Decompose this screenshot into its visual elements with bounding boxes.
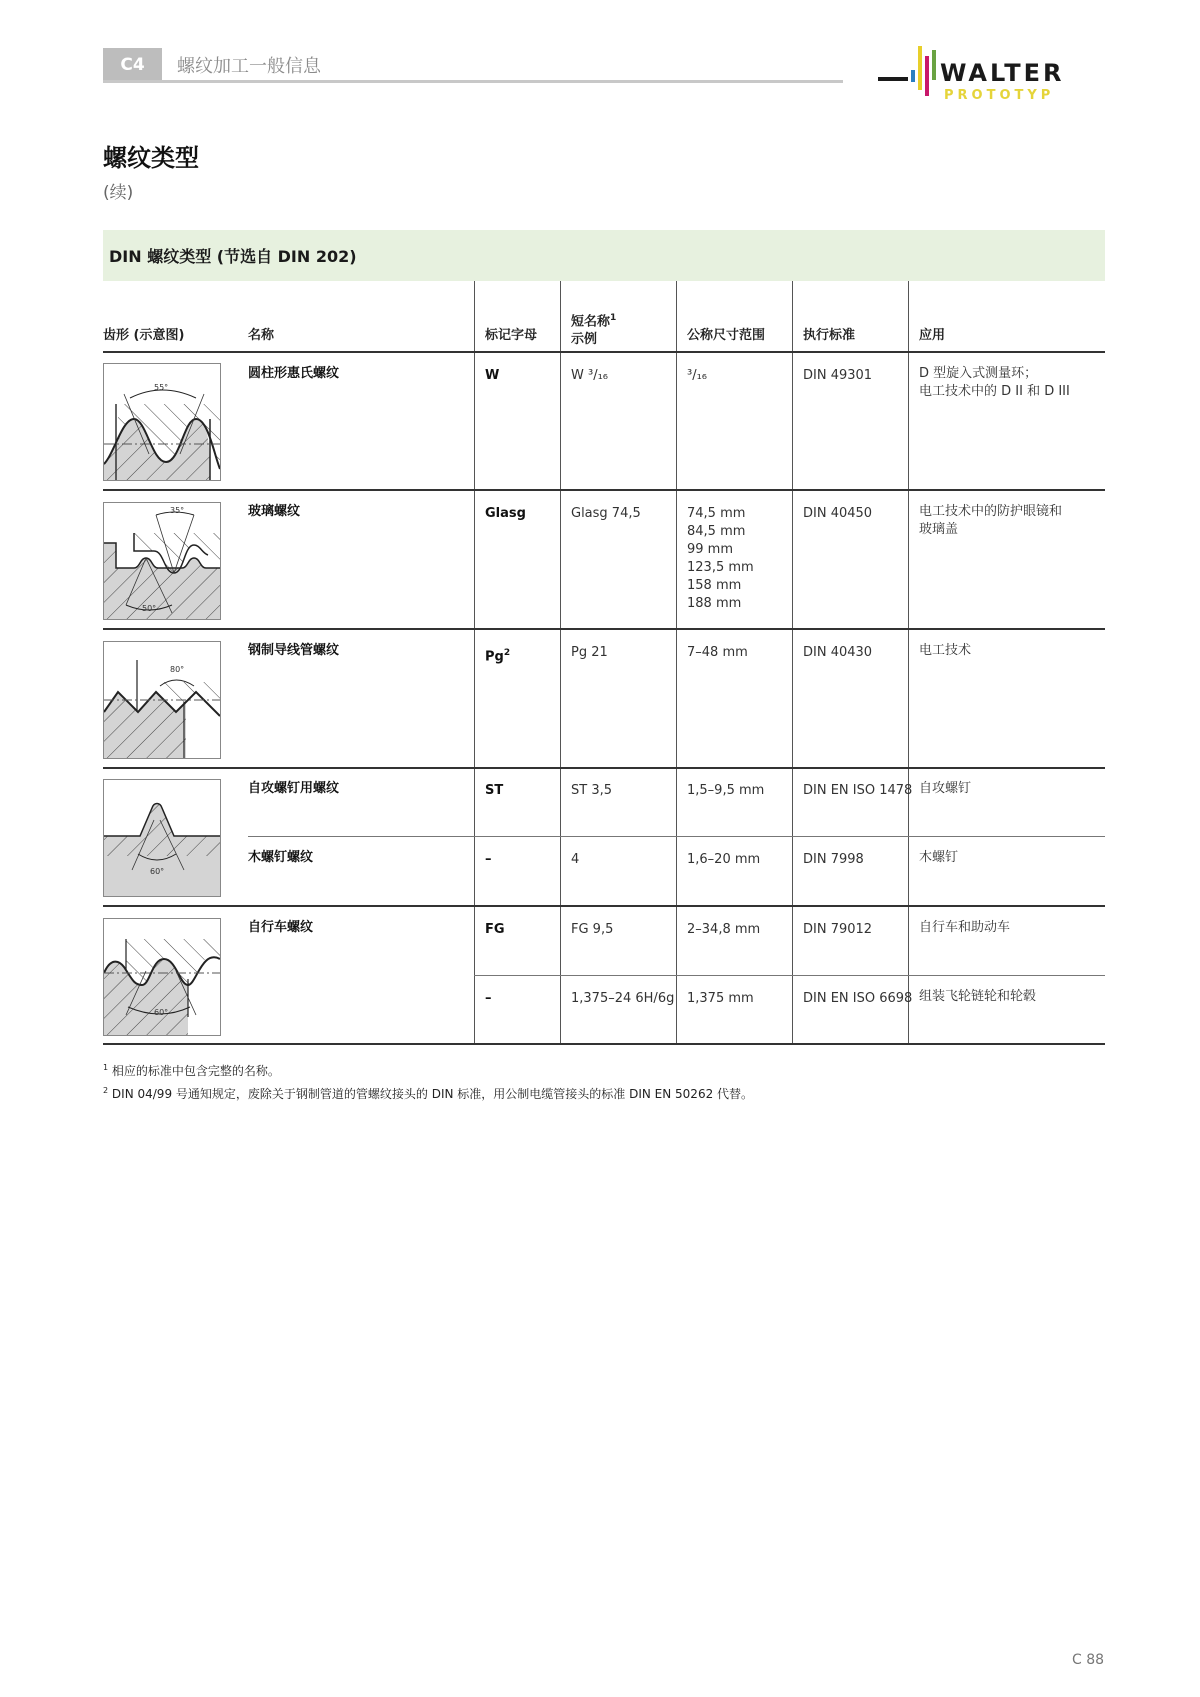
header-name: 名称 (248, 328, 275, 343)
section-tag: C4 (103, 48, 162, 81)
svg-text:PROTOTYP: PROTOTYP (944, 88, 1055, 103)
thread-range: 2–34,8 mm (687, 922, 761, 937)
header-rule (103, 80, 843, 83)
sub-row-rule (474, 975, 1105, 976)
thread-code: ST (485, 783, 504, 798)
thread-range: 1,375 mm (687, 991, 754, 1006)
thread-example: 1,375–24 6H/6g (571, 991, 675, 1006)
thread-code: Glasg (485, 506, 526, 521)
footnotes (103, 1058, 753, 1104)
thread-standard: DIN 79012 (803, 922, 873, 937)
header-standard: 执行标准 (803, 328, 856, 343)
thread-range: 7–48 mm (687, 645, 748, 660)
thread-standard: DIN 49301 (803, 368, 873, 383)
header-application: 应用 (919, 328, 946, 343)
thread-name: 自行车螺纹 (248, 920, 314, 935)
svg-text:55°: 55° (154, 383, 169, 392)
page-title: 螺纹类型 (103, 144, 199, 172)
glass-thread-icon (103, 502, 221, 620)
whitworth-55deg-thread-icon (103, 363, 221, 481)
row-rule (103, 628, 1105, 630)
thread-example: Pg 21 (571, 645, 608, 660)
thread-application: 组装飞轮链轮和轮毂 (919, 989, 1037, 1004)
thread-example: 4 (571, 852, 580, 867)
svg-text:50°: 50° (142, 604, 157, 613)
header-nominal-range: 公称尺寸范围 (687, 328, 766, 343)
row-rule (103, 767, 1105, 769)
bicycle-60deg-thread-icon (103, 918, 221, 1036)
thread-range-list: 74,5 mm 84,5 mm 99 mm 123,5 mm 158 mm 188 mm (687, 506, 754, 611)
thread-code: W (485, 368, 500, 383)
thread-range: 1,5–9,5 mm (687, 783, 765, 798)
svg-text:60°: 60° (150, 867, 165, 876)
column-divider (560, 281, 561, 1045)
thread-code: Pg$^2$ (485, 648, 511, 665)
thread-standard: DIN 7998 (803, 852, 864, 867)
thread-application: 电工技术 (919, 643, 972, 658)
thread-name: 钢制导线管螺纹 (248, 643, 340, 658)
header-profile: 齿形 (示意图) (103, 328, 185, 343)
footnote-2: $^2$ DIN 04/99 号通知规定，废除关于钢制管道的管螺纹接头的 DIN 标准，用公制电缆管接头的标准 DIN EN 50262 代替。 (103, 1086, 754, 1101)
thread-application: 木螺钉 (919, 850, 959, 865)
thread-name: 自攻螺钉用螺纹 (248, 781, 340, 796)
thread-name: 玻璃螺纹 (248, 504, 301, 519)
thread-application: D 型旋入式测量环； 电工技术中的 D II 和 D III (919, 366, 1070, 399)
row-rule (103, 489, 1105, 491)
thread-types-table (103, 281, 1105, 1045)
thread-code: – (485, 852, 492, 867)
section-title: 螺纹加工一般信息 (177, 56, 321, 77)
column-divider (474, 281, 475, 1045)
row-rule (103, 905, 1105, 907)
thread-standard: DIN 40450 (803, 506, 873, 521)
section-band-title: DIN 螺纹类型 (节选自 DIN 202) (103, 230, 1105, 281)
thread-range: 1,6–20 mm (687, 852, 761, 867)
sub-row-rule (248, 836, 1105, 837)
thread-standard: DIN EN ISO 1478 (803, 783, 913, 798)
svg-text:WALTER: WALTER (940, 59, 1065, 87)
thread-application: 自攻螺钉 (919, 781, 972, 796)
thread-range: ³/₁₆ (687, 368, 708, 383)
thread-application: 自行车和助动车 (919, 920, 1011, 935)
walter-prototyp-logo (878, 44, 1108, 104)
thread-name: 木螺钉螺纹 (248, 850, 314, 865)
thread-code: FG (485, 922, 505, 937)
page-number: C 88 (1072, 1652, 1105, 1668)
footnote-1: $^1$ 相应的标准中包含完整的名称。 (103, 1063, 280, 1078)
header-code: 标记字母 (485, 328, 538, 343)
thread-name: 圆柱形惠氏螺纹 (248, 366, 340, 381)
thread-application: 电工技术中的防护眼镜和 玻璃盖 (919, 504, 1063, 537)
walter-logo-icon (878, 44, 1108, 104)
thread-example: ST 3,5 (571, 783, 612, 798)
header-rule (103, 351, 1105, 353)
header-short-name: 短名称$^1$ 示例 (571, 313, 617, 348)
thread-standard: DIN 40430 (803, 645, 873, 660)
thread-standard: DIN EN ISO 6698 (803, 991, 913, 1006)
table-bottom-rule (103, 1043, 1105, 1045)
thread-example: FG 9,5 (571, 922, 614, 937)
thread-example: W ³/₁₆ (571, 368, 609, 383)
thread-code: – (485, 991, 492, 1006)
svg-text:60°: 60° (154, 1008, 169, 1017)
self-tapping-60deg-thread-icon (103, 779, 221, 897)
svg-text:35°: 35° (170, 506, 185, 515)
thread-example: Glasg 74,5 (571, 506, 641, 521)
column-divider (676, 281, 677, 1045)
column-divider (792, 281, 793, 1045)
column-divider (908, 281, 909, 1045)
page-subtitle: (续) (103, 183, 134, 203)
svg-text:80°: 80° (170, 665, 185, 674)
steel-conduit-80deg-thread-icon (103, 641, 221, 759)
